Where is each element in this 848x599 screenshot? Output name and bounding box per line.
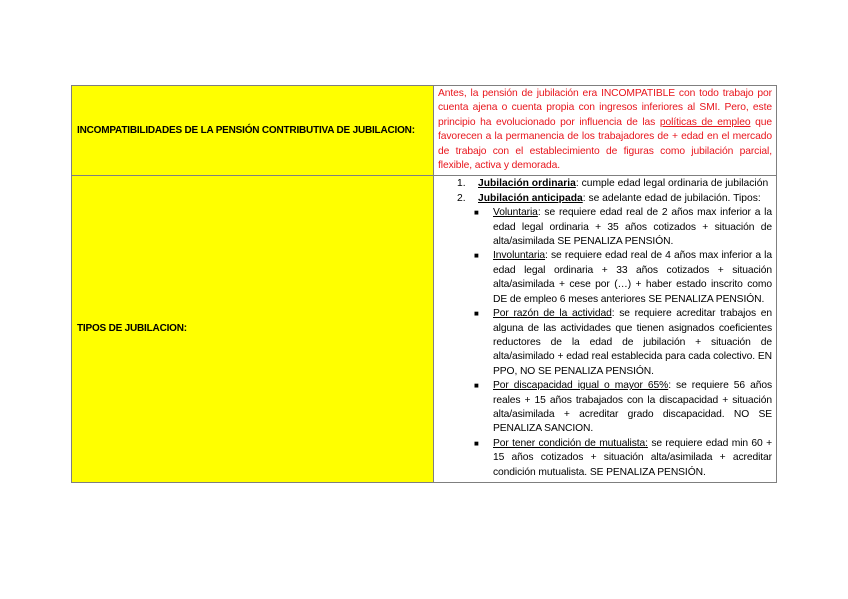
list-item	[438, 379, 772, 437]
square-bullet-icon: ■	[474, 208, 479, 218]
text-part: Antes, la pensión de jubilación era INCOMPATIBLE con todo trabajo por cuenta ajena o cuenta propia con ingresos inferiores al SMI. Pero, este principio ha evolucionado por influencia de las	[438, 88, 772, 128]
politicas-de-empleo-text: políticas de empleo	[659, 116, 751, 128]
list-item-title: Por razón de la actividad	[493, 308, 612, 320]
list-item-title: Por tener condición de mutualista:	[493, 437, 648, 449]
list-item	[438, 307, 772, 379]
list-item-title: Voluntaria	[493, 207, 538, 219]
list-item-title: Por discapacidad igual o mayor 65%	[493, 380, 669, 392]
incompatibilidades-label: INCOMPATIBILIDADES DE LA PENSIÓN CONTRIBUTIVA DE JUBILACION:	[72, 86, 434, 176]
list-item	[438, 249, 772, 307]
list-item	[438, 192, 772, 206]
document-table	[71, 85, 777, 483]
table-row	[72, 86, 777, 176]
tipos-jubilacion-content	[434, 176, 777, 483]
list-item-title: Involuntaria	[493, 250, 546, 262]
square-bullet-icon: ■	[474, 309, 479, 319]
list-item-text: : cumple edad legal ordinaria de jubilación	[575, 178, 769, 190]
list-item-title: Jubilación anticipada	[478, 192, 583, 204]
list-item-text: : se requiere edad real de 4 años max inferior a la edad legal ordinaria + 33 años cotizados + situación alta/asimilada + cese por (…) + haber estado inscrito como DE de empleo 6 meses anteriores SE PENALIZA PENSIÓN.	[493, 250, 772, 305]
list-item	[438, 177, 772, 191]
list-item-text: : se requiere acreditar trabajos en alguna de las actividades que tienen asignados coeficientes reductores de la edad de jubilación + situación de alta/asimilado + edad real establecida para cada colectivo. EN PPO, NO SE PENALIZA PENSIÓN.	[493, 308, 772, 377]
list-number: 1.	[457, 178, 466, 190]
list-number: 2.	[457, 192, 466, 204]
list-item-text: : se requiere edad real de 2 años max inferior a la edad legal ordinaria + 35 años cotizados + situación de alta/asimilada SE PENALIZA PENSIÓN.	[493, 207, 772, 248]
tipos-jubilacion-label: TIPOS DE JUBILACION:	[72, 176, 434, 483]
table-row	[72, 176, 777, 483]
list-item-text: se requiere edad min 60 + 15 años cotizados + situación alta/asimilada + acreditar condición mutualista. SE PENALIZA PENSIÓN.	[493, 437, 772, 478]
jubilacion-types-list	[438, 177, 772, 206]
list-item	[438, 206, 772, 249]
anticipada-types-list	[438, 206, 772, 480]
list-item	[438, 437, 772, 480]
square-bullet-icon: ■	[474, 251, 479, 261]
square-bullet-icon: ■	[474, 438, 479, 448]
list-item-text: : se adelante edad de jubilación. Tipos:	[582, 192, 761, 204]
list-item-text: : se requiere 56 años reales + 15 años trabajados con la discapacidad + situación alta/asimilada + acreditar grado discapacidad. NO SE PENALIZA SANCION.	[493, 380, 773, 435]
text-part: que favorecen a la permanencia de los trabajadores de + edad en el mercado de trabajo con el establecimiento de figuras como jubilación parcial, flexible, activa y demorada.	[438, 116, 772, 172]
incompatibilidades-text	[434, 86, 777, 176]
square-bullet-icon: ■	[474, 381, 479, 391]
list-item-title: Jubilación ordinaria	[478, 178, 576, 190]
